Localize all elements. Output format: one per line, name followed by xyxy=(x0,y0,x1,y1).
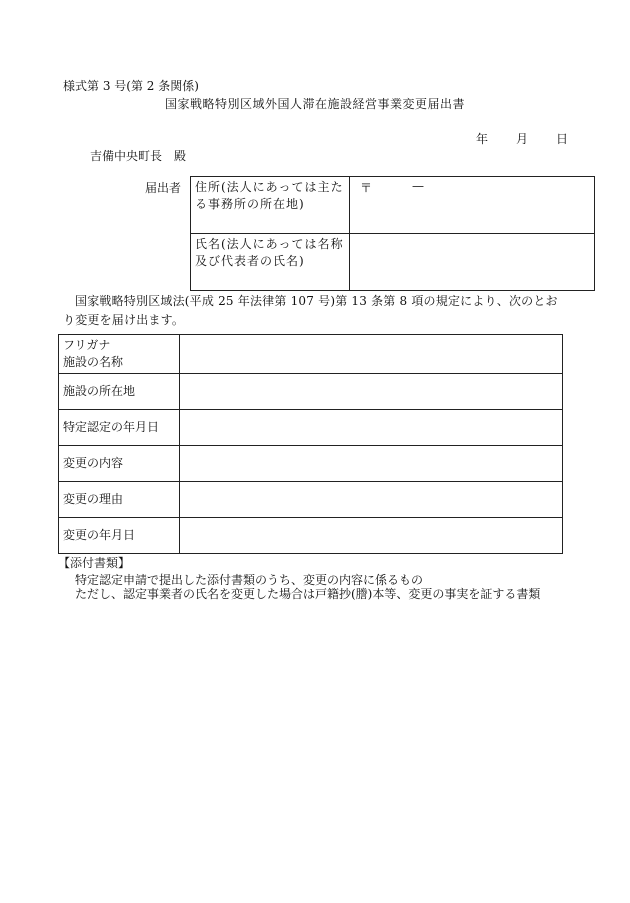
change-date-field[interactable] xyxy=(180,518,563,554)
facility-name-text: 施設の名称 xyxy=(63,355,124,369)
furigana-label: フリガナ xyxy=(63,338,111,352)
facility-address-field[interactable] xyxy=(180,374,563,410)
facility-name-field[interactable] xyxy=(180,335,563,374)
law-text: 国家戦略特別区域法(平成 25 年法律第 107 号)第 13 条第 8 項の規定により、次のとおり変更を届け出ます。 xyxy=(63,294,558,327)
certification-date-label: 特定認定の年月日 xyxy=(59,410,180,446)
date-month: 月 xyxy=(516,132,529,146)
date-day: 日 xyxy=(556,132,569,146)
filer-label: 届出者 xyxy=(145,181,182,195)
facility-address-label: 施設の所在地 xyxy=(59,374,180,410)
attachments-line-1: 特定認定申請で提出した添付書類のうち、変更の内容に係るもの xyxy=(75,573,424,587)
form-number: 様式第 3 号(第 2 条関係) xyxy=(63,79,199,93)
facility-name-label xyxy=(59,335,180,374)
change-reason-label: 変更の理由 xyxy=(59,482,180,518)
filer-name-field[interactable] xyxy=(350,234,595,291)
postal-mark: 〒 xyxy=(360,181,373,195)
addressee: 吉備中央町長 殿 xyxy=(90,149,187,163)
change-content-label: 変更の内容 xyxy=(59,446,180,482)
change-content-field[interactable] xyxy=(180,446,563,482)
change-reason-field[interactable] xyxy=(180,482,563,518)
attachments-line-2: ただし、認定事業者の氏名を変更した場合は戸籍抄(謄)本等、変更の事実を証する書類 xyxy=(75,587,541,601)
certification-date-field[interactable] xyxy=(180,410,563,446)
postal-dash: — xyxy=(412,179,425,193)
postal-code-row xyxy=(360,179,584,196)
filer-name-label: 氏名(法人にあっては名称及び代表者の氏名) xyxy=(191,234,350,291)
change-date-label: 変更の年月日 xyxy=(59,518,180,554)
document-title: 国家戦略特別区域外国人滞在施設経営事業変更届出書 xyxy=(164,97,465,111)
main-table xyxy=(58,334,563,554)
filer-address-label: 住所(法人にあっては主たる事務所の所在地) xyxy=(191,177,350,234)
filer-address-field[interactable] xyxy=(350,177,595,234)
date-year: 年 xyxy=(476,132,489,146)
attachments-title: 【添付書類】 xyxy=(58,556,131,570)
filer-table xyxy=(190,176,595,291)
